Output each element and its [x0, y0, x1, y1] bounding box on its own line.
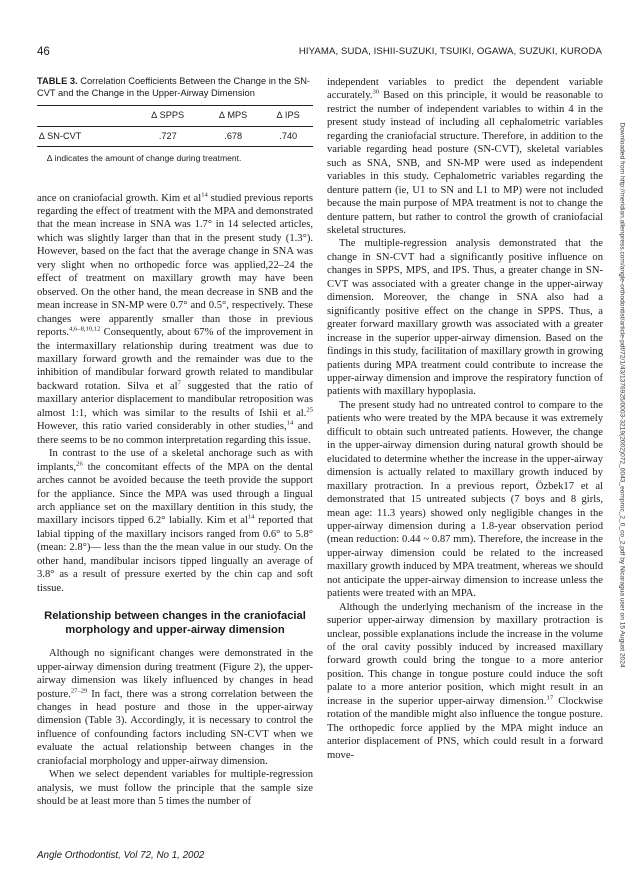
table-label: TABLE 3. — [37, 76, 78, 86]
download-watermark — [617, 120, 626, 670]
table-header-cell: ∆ SPPS — [151, 110, 185, 121]
paragraph: Although the underlying mechanism of the increase in the superior upper-airway dimension by maxillary protraction is unclear, possible explanations include the increase in the volume of the oral cavity possibly induced by increased maxillary forward growth could bring the tongue to a more anterior position. This change in tongue posture could induce the soft palate to a more anterior position, which might result in an increase in the superior upper-airway dimension.$^{17}$ Clockwise rotation of the mandible might also influence the tongue posture. The orthopedic force applied by the MPA might induce an anterior displacement of PNS, which could result in a forward move- — [327, 601, 604, 761]
journal-footer: Angle Orthodontist, Vol 72, No 1, 2002 — [37, 850, 205, 861]
table-header-cell: ∆ MPS — [219, 110, 248, 121]
paragraph: The multiple-regression analysis demonstrated that the change in SN-CVT had a significantly positive influence on changes in SPPS, MPS, and IPS. Thus, a greater change in SN-CVT was associated with a greater change in the upper-airway dimension. Moreover, the change in SNA also had a significantly positive effect on the change in SPPS. Thus, a greater forward maxillary growth was associated with a greater increase in the superior upper-airway dimension. Based on the findings in this study, facilitation of maxillary growth in growing patients during MPA treatment could contribute to increase the upper-airway dimension and improve the respiratory function of patients with maxillary hypoplasia. — [327, 238, 603, 398]
correlation-table — [37, 105, 313, 147]
paragraph: The present study had no untreated control to compare to the patients who were treated by the MPA because it was extremely difficult to obtain such untreated patients. However, the change in the upper-airway dimension during natural growth should be elucidated to determine whether the increase in the upper-airway dimension is actually related to maxillary growth induced by maxillary protraction. In a previous report, Özbek17 et al demonstrated that 15 untreated subjects (7 boys and 8 girls, mean age: 11.3 years) showed only negligible changes in the upper-airway dimension during a 1.8-year observation period (mean reduction: 0.44 ~ 0.87 mm). Therefore, the increase in the upper-airway dimension could be related to the increased maxillary growth induced by MPA treatment, whereas we should not anticipate the upper-airway dimension to increase unless the patients were treated with an MPA. — [327, 399, 603, 600]
table-3 — [37, 76, 313, 166]
left-column — [37, 76, 313, 809]
table-cell: .678 — [224, 130, 243, 141]
table-cell: .727 — [158, 130, 177, 141]
table-caption — [37, 76, 313, 99]
paragraph: In contrast to the use of a skeletal anchorage such as with implants,$^{26}$ the concomitant effects of the MPA on the dental arches cannot be avoided because the teeth provide the support for the appliance. Since the MPA was used through a lingual arch appliance set on the maxillary dentition in this study, the maxillary incisors tipped 6.2° labially. Kim et $al^{14}$ reported that labial tipping of the maxillary incisors ranged from 0.6° to 5.8° (mean: 2.8°)— less than the the mean value in our study. On the other hand, mandibular incisors tipped lingually an average of 3.8° as a result of pressure exerted by the chin cap and soft tissue. — [37, 448, 313, 594]
table-cell: .740 — [279, 130, 298, 141]
table-row-label: ∆ SN-CVT — [39, 130, 82, 141]
right-column — [327, 76, 603, 762]
table-header-cell — [37, 106, 133, 126]
table-header-row — [37, 106, 313, 126]
running-head: HIYAMA, SUDA, ISHII-SUZUKI, TSUIKI, OGAWA, SUZUKI, KURODA — [298, 46, 602, 57]
table-row — [37, 126, 313, 146]
paragraph: independent variables to predict the dependent variable accurately.$^{30}$ Based on this principle, it would be reasonable to restrict the number of independent variables to within 4 in the present study instead of including all cephalometric variables regarding the craniofacial structure. Therefore, in addition to the variable regarding head posture (SN-CVT), skeletal variables such as SNA, SNB, and SN-MP were used as independent variables in this study. Cephalometric variables regarding the denture pattern (ie, U1 to SN and L1 to MP) were not included because the main purpose of MPA treatment is not to change the denture pattern, but rather to control the growth of craniofacial skeletal structures. — [327, 77, 603, 236]
paragraph: When we select dependent variables for multiple-regression analysis, we must follow the principle that the sample size should be at least more than 5 times the number of — [37, 769, 313, 808]
watermark-text: Downloaded from http://meridian.allenpress.com/angle-orthodontist/article-pdf/72/1/43/1376925/0003-3219(2002)072_0043_eomproc_2_0_co_2.pdf by Nicaragua user on 15 August 2024 — [618, 122, 625, 668]
table-caption-text: Correlation Coefficients Between the Change in the SN-CVT and the Change in the Upper-Airway Dimension — [37, 76, 311, 98]
table-note: ∆ indicates the amount of change during treatment. — [47, 153, 242, 164]
page-number: 46 — [37, 46, 50, 58]
section-heading: Relationship between changes in the craniofacial morphology and upper-airway dimension — [44, 610, 306, 637]
table-header-cell: ∆ IPS — [276, 110, 300, 121]
paragraph: ance on craniofacial growth. Kim et $al^{14}$ studied previous reports regarding the effect of treatment with the MPA and demonstrated that the mean increase in SNA was 1.7° in 14 selected articles, which was slightly larger than that in the present study (1.3°). However, based on the fact that the average change in SNA was very slight when no orthopedic force was applied,22–24 the effect of treatment on maxillary growth may have been observed. On the other hand, the mean decrease in SNB and the mean increase in SN-MP were 0.7° and 0.5°, respectively. These changes were apparently smaller than those in previous reports.$^{4,6-8,10,12}$ Consequently, about 67% of the improvement in the intermaxillary relationship during treatment was due to maxillary forward growth and the remainder was due to the inhibition of mandibular forward growth related to mandibular backward rotation. Silva et $al^7$ suggested that the ratio of maxillary anterior displacement to mandibular retroposition was almost 1:1, which was similar to the results of Ishii et al.$^{25}$ However, this ratio varied considerably in other studies,$^{14}$ and there seems to be no common interpretation regarding this issue. — [37, 191, 313, 446]
paragraph: Although no significant changes were demonstrated in the upper-airway dimension during treatment (Figure 2), the upper-airway dimension was likely influenced by changes in head posture.$^{27-29}$ In fact, there was a strong correlation between the changes in head posture and those in the upper-airway dimension (Table 3). Accordingly, it is necessary to control the influence of confounding factors including SN-CVT when we evaluate the actual relationship between changes in the craniofacial morphology and upper-airway dimension. — [37, 648, 313, 767]
